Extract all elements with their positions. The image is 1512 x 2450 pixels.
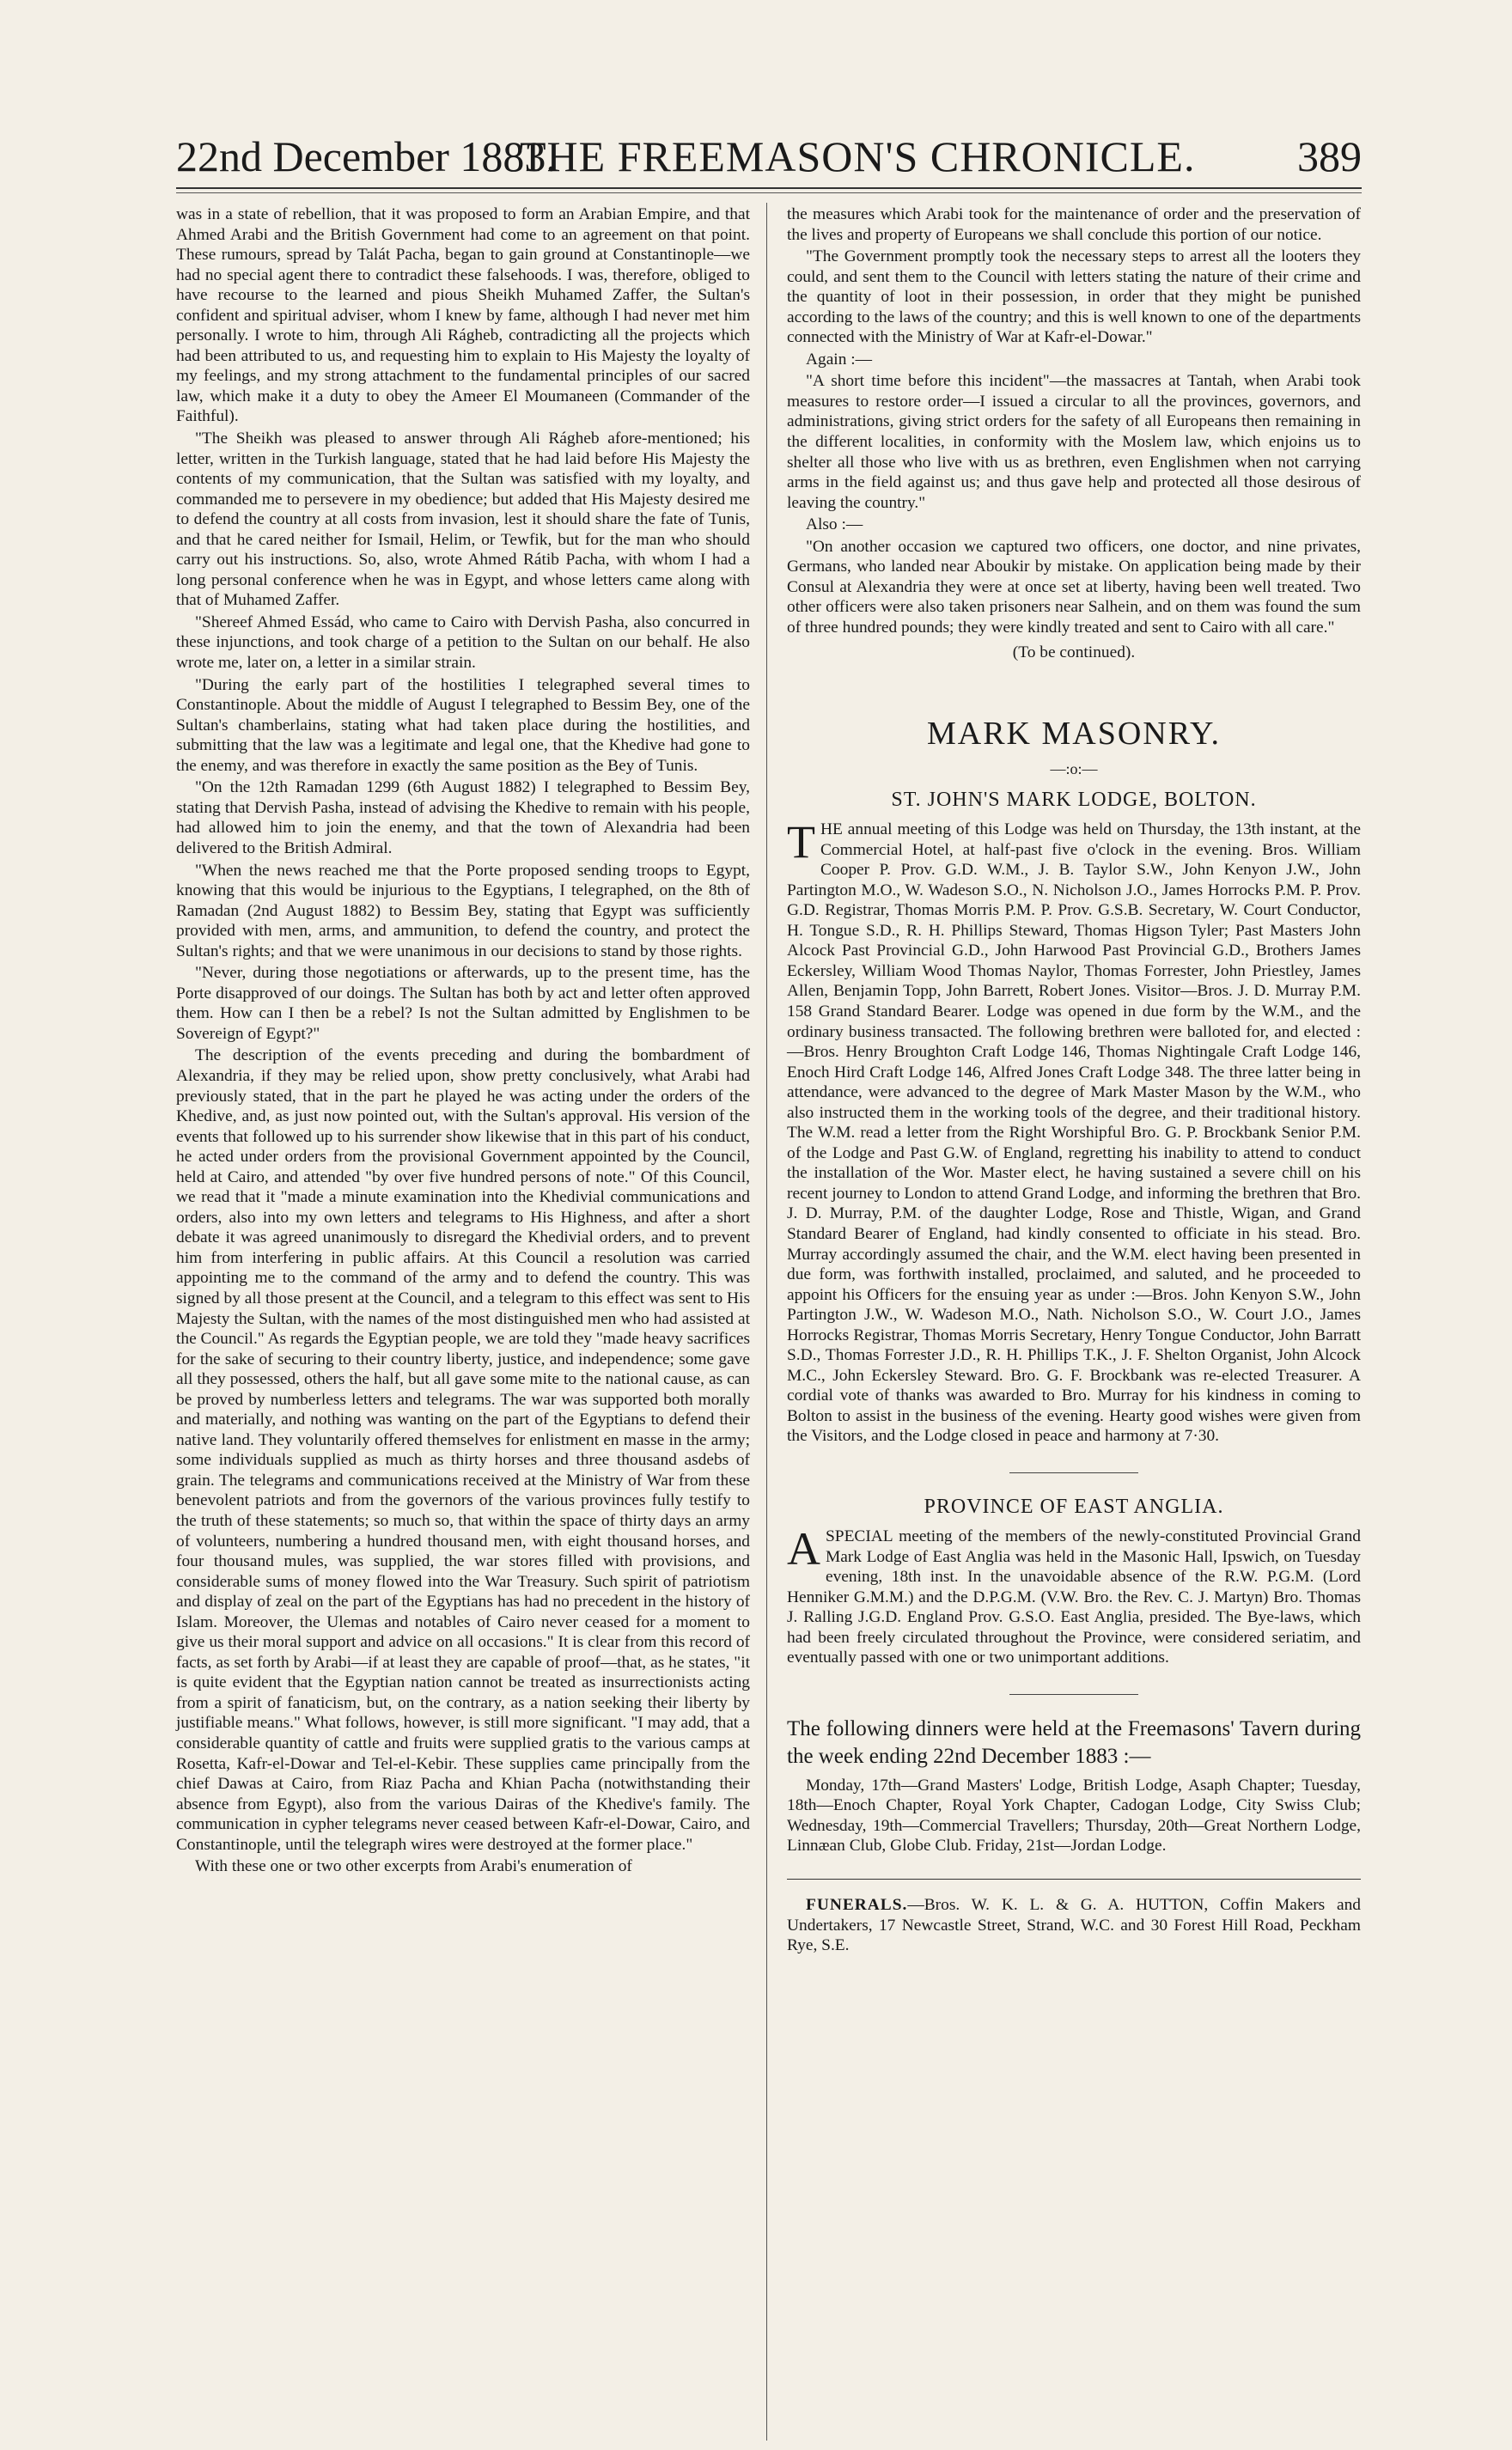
funerals-body: —Bros. W. K. L. & G. A. HUTTON, Coffin Makers and Undertakers, 17 Newcastle Street, Strand, W.C. and 30 Forest Hill Road, Peckham Rye, S.E. bbox=[787, 1896, 1361, 1955]
drop-cap: A bbox=[787, 1522, 820, 1575]
section-title-mark-masonry: MARK MASONRY. bbox=[926, 716, 1222, 753]
article-paragraph: "Shereef Ahmed Essád, who came to Cairo with Dervish Pasha, also concurred in these injunctions, and took charge of a petition to the Sultan on our behalf. He also wrote me, later on, a letter in a similar strain. bbox=[176, 612, 750, 673]
article-paragraph: Also :— bbox=[806, 515, 863, 534]
to-be-continued: (To be continued). bbox=[1012, 643, 1136, 662]
article-paragraph: the measures which Arabi took for the maintenance of order and the preservation of the lives and property of Europeans we shall conclude this portion of our notice. bbox=[787, 205, 1361, 244]
section-divider bbox=[1009, 1694, 1138, 1695]
east-anglia-body: SPECIAL meeting of the members of the newly-constituted Provincial Grand Mark Lodge of East Anglia was held in the Masonic Hall, Ipswich, on Tuesday evening, 18th inst. In the unavoidable absence of the R.W. P.G.M. (Lord Henniker G.M.M.) and the D.P.G.M. (V.W. Bro. the Rev. C. J. Martyn) Bro. Thomas J. Ralling J.G.D. England Prov. G.S.O. East Anglia, presided. The Bye-laws, which had been freely circulated throughout the Province, were considered seriatim, and eventually passed with one or two unimportant additions. bbox=[787, 1527, 1361, 1667]
funerals-text bbox=[787, 1895, 1361, 1956]
article-paragraph: With these one or two other excerpts from Arabi's enumeration of bbox=[195, 1857, 632, 1876]
mark-lodge-body: HE annual meeting of this Lodge was held on Thursday, the 13th instant, at the Commercial Hotel, at half-past five o'clock in the evening. Bros. William Cooper P. Prov. G.D. W.M., J. B. Taylor S.W., John Kenyon J.W., John Partington M.O., W. Wadeson S.O., N. Nicholson J.O., James Horrocks P.M. P. Prov. G.D. Registrar, Thomas Morris P.M. P. Prov. G.S.B. Secretary, W. Court Conductor, H. Tongue S.D., R. H. Phillips Steward, Thomas Higson Tyler; Past Masters John Alcock Past Provincial G.D., John Harwood Past Provincial G.D., Brothers James Eckersley, William Wood Thomas Naylor, Thomas Forrester, John Priestley, James Allen, Benjamin Topp, John Barrett, Robert Jones. Visitor—Bros. J. D. Murray P.M. 158 Grand Standard Bearer. Lodge was opened in due form by the W.M., and the ordinary business transacted. The following brethren were balloted for, and elected :—Bros. Henry Broughton Craft Lodge 146, Thomas Nightingale Craft Lodge 146, Enoch Hird Craft Lodge 146, Alfred Jones Craft Lodge 348. The three latter being in attendance, were advanced to the degree of Mark Master Mason by the W.M., who also instructed them in the working tools of the degree, and their traditional history. The W.M. read a letter from the Right Worshipful Bro. G. P. Brockbank Senior P.M. of the Lodge and Past G.W. of England, regretting his inability to attend to conduct the installation of the Wor. Master elect, he having sustained a severe chill on his recent journey to London to attend Grand Lodge, and informing the brethren that Bro. J. D. Murray, P.M. of the daughter Lodge, Rose and Thistle, Wigan, and Grand Standard Bearer of England, had kindly consented to officiate in his stead. Bro. Murray accordingly assumed the chair, and the W.M. elect having been presented in due form, was forthwith installed, proclaimed, and saluted, and he proceeded to appoint his Officers for the ensuing year as under :—Bros. John Kenyon S.W., John Partington J.W., W. Wadeson M.O., Nath. Nicholson S.O., W. Court J.O., James Horrocks Registrar, Thomas Morris Secretary, Henry Tongue Conductor, John Barratt S.D., Thomas Forrester J.D., R. H. Phillips T.K., J. F. Shelton Organist, John Alcock M.C., John Eckersley Steward. Bro. G. F. Brockbank was re-elected Treasurer. A cordial vote of thanks was awarded to Bro. Murray for his kindness in coming to Bolton to assist in the business of the evening. Hearty good wishes were given from the Visitors, and the Lodge closed in peace and harmony at 7·30. bbox=[787, 820, 1361, 1446]
dinners-intro: The following dinners were held at the Freemasons' Tavern during the week ending 22nd December 1883 :— bbox=[787, 1716, 1361, 1768]
header-rule bbox=[176, 187, 1362, 189]
masthead bbox=[176, 129, 1362, 184]
drop-cap: T bbox=[787, 816, 815, 868]
section-title-east-anglia: PROVINCE OF EAST ANGLIA. bbox=[924, 1495, 1224, 1518]
dinners-list: Monday, 17th—Grand Masters' Lodge, British Lodge, Asaph Chapter; Tuesday, 18th—Enoch Chapter, Royal York Chapter, Cadogan Lodge, City Swiss Club; Wednesday, 19th—Commercial Travellers; Thursday, 20th—Great Northern Lodge, Linnæan Club, Globe Club. Friday, 21st—Jordan Lodge. bbox=[787, 1776, 1361, 1856]
page-number: 389 bbox=[1297, 132, 1362, 180]
article-paragraph: was in a state of rebellion, that it was proposed to form an Arabian Empire, and that Ahmed Arabi and the British Government had come to an agreement on that point. These rumours, spread by Talát Pacha, began to gain ground at Constantinople—we had no special agent there to contradict these falsehoods. I was, therefore, obliged to have recourse to the learned and pious Sheikh Muhamed Zaffer, the Sultan's confident and spiritual adviser, whom I knew by fame, although I had never met him personally. I wrote to him, through Ali Rágheb, contradicting all the projects which had been attributed to us, and requesting him to explain to His Majesty the loyalty of my feelings, and my strong attachment to the fundamental principles of our sacred law, which make it a duty to obey the Ameer El Moumaneen (Commander of the Faithful). bbox=[176, 205, 750, 426]
lodge-title: ST. JOHN'S MARK LODGE, BOLTON. bbox=[891, 789, 1257, 812]
column-divider bbox=[766, 203, 767, 2441]
article-paragraph: "When the news reached me that the Porte proposed sending troops to Egypt, knowing that this would be injurious to the Egyptians, I telegraphed, on the 8th of Ramadan (2nd August 1882) to Bessim Bey, stating that Egypt was sufficiently provided with men, arms, and ammunition, to defend the country, and protect the Sultan's rights; and that we were unanimous in our decisions to stand by those rights. bbox=[176, 861, 750, 960]
header-rule-thin bbox=[176, 192, 1362, 193]
east-anglia-report bbox=[787, 1522, 1361, 1668]
mark-lodge-report bbox=[787, 816, 1361, 1447]
article-paragraph: "The Sheikh was pleased to answer through Ali Rágheb afore-mentioned; his letter, written in the Turkish language, stated that he had laid before His Majesty the contents of my communication, that the Sultan was satisfied with my loyalty, and commanded me to persevere in my obedience; but added that His Majesty desired me to defend the country at all costs from invasion, lest it should share the fate of Tunis, and that he cared neither for Ismail, Helim, or Tewfik, but for the man who should carry out his instructions. So, also, wrote Ahmed Rátib Pacha, with whom I had a long personal conference when he was in Egypt, and whose letters came along with that of Muhamed Zaffer. bbox=[176, 430, 750, 610]
newspaper-title: THE FREEMASON'S CHRONICLE. bbox=[520, 132, 1196, 180]
funerals-lead: FUNERALS. bbox=[806, 1896, 908, 1914]
left-column bbox=[176, 204, 750, 1879]
funerals-advert bbox=[787, 1879, 1361, 1956]
article-paragraph: "On another occasion we captured two officers, one doctor, and nine privates, Germans, who landed near Aboukir by mistake. On application being made by their Consul at Alexandria they were at once set at liberty, having been well treated. Two other officers were also taken prisoners near Salhein, and on them was found the sum of three hundred pounds; they were kindly treated and sent to Cairo with all care." bbox=[787, 537, 1361, 637]
issue-date: 22nd December 1883. bbox=[176, 132, 557, 180]
right-column bbox=[787, 204, 1361, 1958]
article-paragraph: Again :— bbox=[806, 350, 873, 369]
article-paragraph: "On the 12th Ramadan 1299 (6th August 1882) I telegraphed to Bessim Bey, stating that Dervish Pasha, instead of advising the Khedive to remain with his people, had allowed him to join the enemy, and that the town of Alexandria had been delivered to the British Admiral. bbox=[176, 778, 750, 857]
article-paragraph: "The Government promptly took the necessary steps to arrest all the looters they could, and sent them to the Council with letters stating the nature of their crime and the quantity of loot in their possession, in order that they might be punished according to the laws of the country; and this is well known to one of the departments connected with the Ministry of War at Kafr-el-Dowar." bbox=[787, 247, 1361, 347]
section-divider bbox=[1009, 1472, 1138, 1473]
article-paragraph: "A short time before this incident"—the massacres at Tantah, when Arabi took measures to restore order—I issued a circular to all the provinces, governors, and administrations, giving strict orders for the safety of all Europeans then remaining in the different localities, in conformity with the Moslem law, which enjoins us to shelter all those who live with us as brethren, even Englishmen when not carrying arms in the field against us; and thus gave help and protected all those desirous of leaving the country." bbox=[787, 372, 1361, 512]
article-paragraph: "Never, during those negotiations or afterwards, up to the present time, has the Porte disapproved of our doings. The Sultan has both by act and letter often approved them. How can I then be a rebel? Is not the Sultan admitted by Englishmen to be Sovereign of Egypt?" bbox=[176, 964, 750, 1043]
article-paragraph: The description of the events preceding and during the bombardment of Alexandria, if they may be relied upon, show pretty conclusively, what Arabi had previously stated, that in the part he played he was acting under the orders of the Khedive, and, as just now pointed out, with the Sultan's approval. His version of the events that followed up to his surrender show likewise that in this part of his conduct, he acted under orders from the provisional Government appointed by the Council, held at Cairo, and attended "by over five hundred persons of note." Of this Council, we read that it "made a minute examination into the Khedivial communications and orders, also into my own letters and telegrams to His Highness, and after a short debate it was agreed unanimously to disregard the Khedivial orders, and to prevent him from interfering in public affairs. At this Council a resolution was carried appointing me to the command of the army and to defend the country. This was signed by all those present at the Council, and a telegram to this effect was sent to His Majesty the Sultan, with the names of the most distinguished men who had assisted at the Council." As regards the Egyptian people, we are told they "made heavy sacrifices for the sake of securing to their country liberty, justice, and independence; some gave all they possessed, others the half, but all gave some mite to the national cause, as can be proved by numberless letters and telegrams. The war was supported both morally and materially, and nothing was wanting on the part of the Egyptians to defend their native land. They voluntarily offered themselves for enlistment en masse in the army; some individuals supplied as much as thirty horses and three thousand asdebs of grain. The telegrams and communications received at the Ministry of War from these benevolent patriots and from the governors of the various provinces fully testify to the truth of these statements; so much so, that within the space of thirty days an army of volunteers, numbering a hundred thousand men, with eight thousand horses, and four thousand mules, was supplied, the war stores filled with provisions, and considerable sums of money flowed into the War Treasury. Such spirit of patriotism and display of zeal on the part of the Egyptians has had no precedent in the history of Islam. Moreover, the Ulemas and notables of Cairo never ceased for a moment to give us their moral support and advice on all occasions." It is clear from this record of facts, as set forth by Arabi—if at least they are capable of proof—that, as he states, "it is quite evident that the Egyptian nation cannot be treated as insurrectionists acting from a spirit of fanaticism, but, on the contrary, as a nation seeking their liberty by justifiable means." What follows, however, is still more significant. "I may add, that a considerable quantity of cattle and fruits were supplied gratis to the various camps at Rosetta, Kafr-el-Dowar and Tel-el-Kebir. These supplies came principally from the chief Dawas at Cairo, from Riaz Pacha and Khian Pacha (notwithstanding their absence from Egypt), also from the various Dairas of the Khedive's family. The communication in cypher telegrams never ceased between Kafr-el-Dowar, Cairo, and Constantinople, until the telegraph wires were destroyed at the former place." bbox=[176, 1046, 750, 1854]
article-paragraph: "During the early part of the hostilities I telegraphed several times to Constantinople. About the middle of August I telegraphed to Bessim Bey, one of the Sultan's chamberlains, stating what had taken place during the hostilities, and submitting that the law was a legitimate and legal one, that the Khedive had gone to the enemy, and was therefore in exactly the same position as the Bey of Tunis. bbox=[176, 675, 750, 775]
section-separator: —:o:— bbox=[1050, 760, 1098, 778]
